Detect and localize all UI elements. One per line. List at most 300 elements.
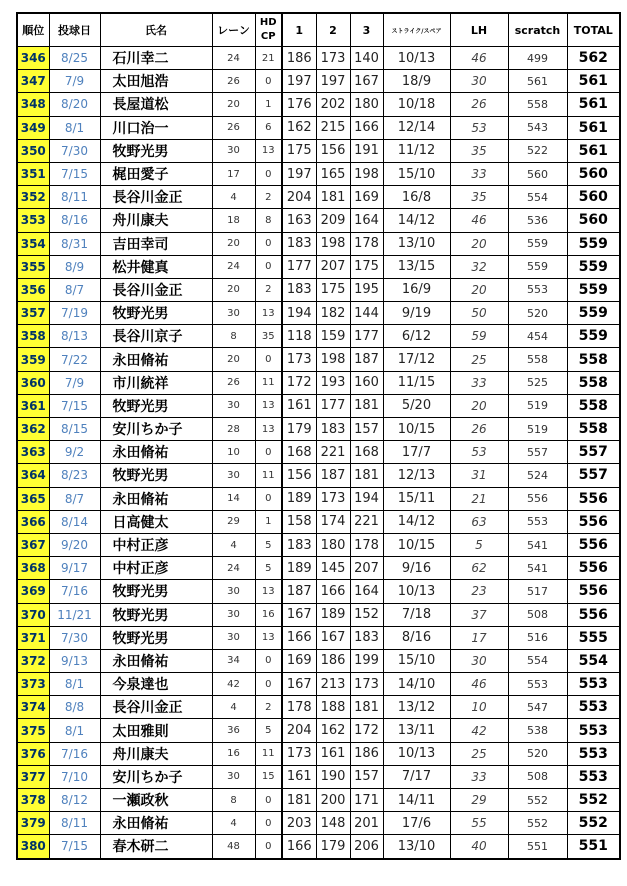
- row-game-1: 166: [282, 626, 316, 649]
- table-row: [17, 533, 620, 556]
- row-game-2: 166: [316, 580, 350, 603]
- row-hdcp: 15: [255, 765, 282, 788]
- row-game-2: 156: [316, 139, 350, 162]
- row-game-1: 183: [282, 533, 316, 556]
- row-scratch: 508: [508, 603, 567, 626]
- row-lane: 30: [212, 580, 255, 603]
- row-hdcp: 11: [255, 464, 282, 487]
- row-hdcp: 1: [255, 93, 282, 116]
- row-rank: 379: [17, 812, 49, 835]
- row-hdcp: 0: [255, 255, 282, 278]
- row-lane: 36: [212, 719, 255, 742]
- row-strike-spare: 17/6: [383, 812, 450, 835]
- row-strike-spare: 15/10: [383, 649, 450, 672]
- row-date: 8/14: [49, 510, 100, 533]
- row-hdcp: 0: [255, 835, 282, 859]
- row-total: 556: [567, 557, 620, 580]
- row-strike-spare: 11/15: [383, 371, 450, 394]
- row-strike-spare: 13/12: [383, 696, 450, 719]
- row-game-2: 173: [316, 47, 350, 70]
- row-rank: 353: [17, 209, 49, 232]
- row-game-3: 206: [350, 835, 383, 859]
- row-rank: 363: [17, 441, 49, 464]
- row-rank: 346: [17, 47, 49, 70]
- row-name: 市川統祥: [100, 371, 212, 394]
- row-name: 牧野光男: [100, 603, 212, 626]
- row-rank: 370: [17, 603, 49, 626]
- row-game-3: 221: [350, 510, 383, 533]
- row-lane: 30: [212, 139, 255, 162]
- row-lh: 21: [450, 487, 508, 510]
- row-strike-spare: 15/11: [383, 487, 450, 510]
- row-name: 牧野光男: [100, 302, 212, 325]
- row-game-2: 202: [316, 93, 350, 116]
- row-date: 9/13: [49, 649, 100, 672]
- row-scratch: 547: [508, 696, 567, 719]
- header-date: 投球日: [49, 13, 100, 47]
- row-lane: 8: [212, 325, 255, 348]
- row-game-2: 162: [316, 719, 350, 742]
- row-strike-spare: 15/10: [383, 162, 450, 185]
- row-hdcp: 0: [255, 487, 282, 510]
- row-scratch: 551: [508, 835, 567, 859]
- row-strike-spare: 5/20: [383, 394, 450, 417]
- row-game-3: 178: [350, 533, 383, 556]
- row-game-1: 156: [282, 464, 316, 487]
- row-game-1: 161: [282, 394, 316, 417]
- row-scratch: 554: [508, 186, 567, 209]
- row-lh: 30: [450, 649, 508, 672]
- row-game-1: 204: [282, 719, 316, 742]
- row-game-2: 215: [316, 116, 350, 139]
- row-lane: 20: [212, 348, 255, 371]
- row-strike-spare: 13/10: [383, 835, 450, 859]
- table-body: [17, 47, 620, 859]
- row-lane: 17: [212, 162, 255, 185]
- row-hdcp: 13: [255, 418, 282, 441]
- row-name: 長谷川金正: [100, 696, 212, 719]
- row-hdcp: 11: [255, 371, 282, 394]
- row-hdcp: 5: [255, 719, 282, 742]
- row-game-2: 189: [316, 603, 350, 626]
- row-game-1: 183: [282, 232, 316, 255]
- row-lane: 20: [212, 93, 255, 116]
- row-total: 558: [567, 371, 620, 394]
- row-name: 牧野光男: [100, 464, 212, 487]
- row-game-2: 145: [316, 557, 350, 580]
- row-game-1: 175: [282, 139, 316, 162]
- row-total: 560: [567, 162, 620, 185]
- row-lh: 29: [450, 789, 508, 812]
- row-lane: 26: [212, 371, 255, 394]
- row-hdcp: 0: [255, 232, 282, 255]
- row-lh: 26: [450, 418, 508, 441]
- row-name: 松井健真: [100, 255, 212, 278]
- row-game-3: 181: [350, 394, 383, 417]
- row-name: 中村正彦: [100, 533, 212, 556]
- row-game-3: 183: [350, 626, 383, 649]
- row-total: 562: [567, 47, 620, 70]
- header-scratch: scratch: [508, 13, 567, 47]
- row-total: 553: [567, 742, 620, 765]
- row-hdcp: 0: [255, 348, 282, 371]
- row-strike-spare: 8/16: [383, 626, 450, 649]
- row-game-2: 198: [316, 348, 350, 371]
- row-name: 梶田愛子: [100, 162, 212, 185]
- row-game-2: 197: [316, 70, 350, 93]
- row-lane: 26: [212, 70, 255, 93]
- row-game-2: 207: [316, 255, 350, 278]
- row-scratch: 508: [508, 765, 567, 788]
- row-game-3: 178: [350, 232, 383, 255]
- row-game-3: 195: [350, 278, 383, 301]
- row-name: 舟川康夫: [100, 209, 212, 232]
- row-rank: 376: [17, 742, 49, 765]
- row-hdcp: 0: [255, 162, 282, 185]
- row-game-1: 158: [282, 510, 316, 533]
- row-lh: 35: [450, 139, 508, 162]
- row-date: 8/15: [49, 418, 100, 441]
- row-lh: 37: [450, 603, 508, 626]
- row-total: 559: [567, 302, 620, 325]
- row-game-2: 173: [316, 487, 350, 510]
- row-total: 559: [567, 325, 620, 348]
- row-date: 7/16: [49, 580, 100, 603]
- row-game-2: 186: [316, 649, 350, 672]
- row-total: 553: [567, 673, 620, 696]
- row-game-2: 167: [316, 626, 350, 649]
- table-row: [17, 626, 620, 649]
- row-lane: 4: [212, 186, 255, 209]
- row-rank: 356: [17, 278, 49, 301]
- row-lane: 4: [212, 696, 255, 719]
- row-scratch: 553: [508, 510, 567, 533]
- row-strike-spare: 14/11: [383, 789, 450, 812]
- row-name: 今泉達也: [100, 673, 212, 696]
- row-game-1: 178: [282, 696, 316, 719]
- row-hdcp: 0: [255, 70, 282, 93]
- row-hdcp: 0: [255, 649, 282, 672]
- row-lh: 23: [450, 580, 508, 603]
- table-row: [17, 812, 620, 835]
- table-row: [17, 371, 620, 394]
- row-game-3: 167: [350, 70, 383, 93]
- row-scratch: 516: [508, 626, 567, 649]
- row-game-3: 172: [350, 719, 383, 742]
- row-total: 556: [567, 533, 620, 556]
- row-strike-spare: 12/13: [383, 464, 450, 487]
- row-scratch: 525: [508, 371, 567, 394]
- table-row: [17, 186, 620, 209]
- row-lane: 24: [212, 255, 255, 278]
- row-lh: 55: [450, 812, 508, 835]
- row-strike-spare: 9/16: [383, 557, 450, 580]
- row-game-1: 177: [282, 255, 316, 278]
- header-strike-spare: ストライク/スペア: [383, 13, 450, 47]
- row-rank: 372: [17, 649, 49, 672]
- table-header: [17, 13, 620, 47]
- row-name: 永田脩祐: [100, 348, 212, 371]
- row-name: 長谷川金正: [100, 186, 212, 209]
- row-total: 555: [567, 626, 620, 649]
- row-strike-spare: 14/12: [383, 209, 450, 232]
- row-lh: 46: [450, 47, 508, 70]
- row-lh: 26: [450, 93, 508, 116]
- header-game-3: 3: [350, 13, 383, 47]
- row-scratch: 522: [508, 139, 567, 162]
- row-lane: 8: [212, 789, 255, 812]
- row-game-3: 181: [350, 696, 383, 719]
- row-game-2: 148: [316, 812, 350, 835]
- row-scratch: 543: [508, 116, 567, 139]
- row-lane: 29: [212, 510, 255, 533]
- row-game-2: 193: [316, 371, 350, 394]
- row-hdcp: 2: [255, 278, 282, 301]
- row-game-1: 169: [282, 649, 316, 672]
- row-game-3: 166: [350, 116, 383, 139]
- row-scratch: 541: [508, 533, 567, 556]
- row-strike-spare: 13/10: [383, 232, 450, 255]
- row-lane: 24: [212, 47, 255, 70]
- row-strike-spare: 10/15: [383, 418, 450, 441]
- row-game-2: 165: [316, 162, 350, 185]
- header-hdcp: HD CP: [255, 13, 282, 47]
- row-rank: 367: [17, 533, 49, 556]
- table-row: [17, 232, 620, 255]
- row-rank: 380: [17, 835, 49, 859]
- row-scratch: 499: [508, 47, 567, 70]
- row-hdcp: 5: [255, 533, 282, 556]
- row-game-2: 161: [316, 742, 350, 765]
- row-date: 8/12: [49, 789, 100, 812]
- row-game-1: 183: [282, 278, 316, 301]
- row-scratch: 552: [508, 789, 567, 812]
- row-strike-spare: 16/8: [383, 186, 450, 209]
- row-hdcp: 6: [255, 116, 282, 139]
- row-game-1: 204: [282, 186, 316, 209]
- row-total: 556: [567, 603, 620, 626]
- row-rank: 368: [17, 557, 49, 580]
- row-date: 8/25: [49, 47, 100, 70]
- row-lh: 20: [450, 232, 508, 255]
- table-row: [17, 696, 620, 719]
- row-hdcp: 13: [255, 139, 282, 162]
- row-total: 553: [567, 696, 620, 719]
- row-game-1: 161: [282, 765, 316, 788]
- row-game-3: 173: [350, 673, 383, 696]
- row-scratch: 538: [508, 719, 567, 742]
- row-hdcp: 2: [255, 696, 282, 719]
- row-total: 558: [567, 394, 620, 417]
- row-game-2: 209: [316, 209, 350, 232]
- row-total: 556: [567, 580, 620, 603]
- row-game-1: 173: [282, 348, 316, 371]
- row-total: 560: [567, 209, 620, 232]
- row-rank: 354: [17, 232, 49, 255]
- row-name: 長谷川京子: [100, 325, 212, 348]
- row-name: 石川幸二: [100, 47, 212, 70]
- header-lh: LH: [450, 13, 508, 47]
- row-game-3: 181: [350, 464, 383, 487]
- table-row: [17, 325, 620, 348]
- table-row: [17, 765, 620, 788]
- row-lane: 24: [212, 557, 255, 580]
- table-row: [17, 209, 620, 232]
- row-game-1: 179: [282, 418, 316, 441]
- row-game-3: 207: [350, 557, 383, 580]
- row-scratch: 454: [508, 325, 567, 348]
- row-game-2: 221: [316, 441, 350, 464]
- row-lane: 28: [212, 418, 255, 441]
- row-total: 561: [567, 116, 620, 139]
- row-name: 安川ちか子: [100, 765, 212, 788]
- table-row: [17, 278, 620, 301]
- row-lane: 30: [212, 626, 255, 649]
- row-hdcp: 35: [255, 325, 282, 348]
- row-lane: 4: [212, 812, 255, 835]
- row-lane: 30: [212, 302, 255, 325]
- table-row: [17, 70, 620, 93]
- header-name: 氏名: [100, 13, 212, 47]
- row-date: 7/15: [49, 162, 100, 185]
- row-lane: 42: [212, 673, 255, 696]
- row-strike-spare: 10/13: [383, 580, 450, 603]
- row-total: 557: [567, 464, 620, 487]
- row-hdcp: 5: [255, 557, 282, 580]
- row-rank: 375: [17, 719, 49, 742]
- ranking-table: [16, 12, 621, 860]
- row-date: 8/23: [49, 464, 100, 487]
- row-date: 8/1: [49, 116, 100, 139]
- row-hdcp: 13: [255, 302, 282, 325]
- row-scratch: 524: [508, 464, 567, 487]
- row-game-3: 180: [350, 93, 383, 116]
- table-row: [17, 510, 620, 533]
- row-scratch: 553: [508, 673, 567, 696]
- row-hdcp: 13: [255, 580, 282, 603]
- table-row: [17, 487, 620, 510]
- row-rank: 371: [17, 626, 49, 649]
- row-name: 永田脩祐: [100, 487, 212, 510]
- row-hdcp: 11: [255, 742, 282, 765]
- row-name: 一瀬政秋: [100, 789, 212, 812]
- row-game-1: 118: [282, 325, 316, 348]
- row-game-1: 186: [282, 47, 316, 70]
- row-date: 7/10: [49, 765, 100, 788]
- row-lane: 20: [212, 232, 255, 255]
- row-scratch: 541: [508, 557, 567, 580]
- table-row: [17, 116, 620, 139]
- table-row: [17, 603, 620, 626]
- row-hdcp: 16: [255, 603, 282, 626]
- row-total: 552: [567, 789, 620, 812]
- row-total: 552: [567, 812, 620, 835]
- row-strike-spare: 13/11: [383, 719, 450, 742]
- row-date: 9/17: [49, 557, 100, 580]
- row-strike-spare: 14/12: [383, 510, 450, 533]
- row-name: 牧野光男: [100, 394, 212, 417]
- row-game-2: 159: [316, 325, 350, 348]
- row-game-3: 194: [350, 487, 383, 510]
- row-date: 8/13: [49, 325, 100, 348]
- row-lane: 34: [212, 649, 255, 672]
- row-game-1: 197: [282, 162, 316, 185]
- row-date: 8/16: [49, 209, 100, 232]
- row-strike-spare: 17/7: [383, 441, 450, 464]
- row-lane: 14: [212, 487, 255, 510]
- row-name: 永田脩祐: [100, 812, 212, 835]
- row-game-1: 197: [282, 70, 316, 93]
- row-name: 牧野光男: [100, 626, 212, 649]
- row-scratch: 519: [508, 418, 567, 441]
- row-lh: 33: [450, 371, 508, 394]
- row-lh: 53: [450, 441, 508, 464]
- row-rank: 347: [17, 70, 49, 93]
- row-date: 8/8: [49, 696, 100, 719]
- row-lh: 53: [450, 116, 508, 139]
- row-scratch: 557: [508, 441, 567, 464]
- row-date: 7/15: [49, 394, 100, 417]
- row-game-3: 144: [350, 302, 383, 325]
- row-lh: 40: [450, 835, 508, 859]
- row-date: 8/20: [49, 93, 100, 116]
- row-lh: 25: [450, 742, 508, 765]
- row-lane: 30: [212, 464, 255, 487]
- row-scratch: 520: [508, 742, 567, 765]
- row-game-2: 180: [316, 533, 350, 556]
- row-total: 556: [567, 510, 620, 533]
- row-lh: 62: [450, 557, 508, 580]
- row-rank: 351: [17, 162, 49, 185]
- row-lh: 46: [450, 673, 508, 696]
- table-row: [17, 580, 620, 603]
- row-lane: 4: [212, 533, 255, 556]
- row-game-2: 182: [316, 302, 350, 325]
- row-scratch: 558: [508, 93, 567, 116]
- header-game-1: 1: [282, 13, 316, 47]
- row-name: 永田脩祐: [100, 441, 212, 464]
- row-strike-spare: 11/12: [383, 139, 450, 162]
- row-game-2: 188: [316, 696, 350, 719]
- row-lh: 32: [450, 255, 508, 278]
- row-name: 春木研二: [100, 835, 212, 859]
- row-game-3: 140: [350, 47, 383, 70]
- row-lh: 25: [450, 348, 508, 371]
- row-total: 554: [567, 649, 620, 672]
- row-hdcp: 1: [255, 510, 282, 533]
- row-strike-spare: 18/9: [383, 70, 450, 93]
- row-game-2: 200: [316, 789, 350, 812]
- row-game-3: 168: [350, 441, 383, 464]
- row-rank: 361: [17, 394, 49, 417]
- row-scratch: 560: [508, 162, 567, 185]
- row-lane: 26: [212, 116, 255, 139]
- row-date: 7/15: [49, 835, 100, 859]
- row-game-3: 191: [350, 139, 383, 162]
- row-game-3: 157: [350, 418, 383, 441]
- row-game-3: 175: [350, 255, 383, 278]
- row-total: 559: [567, 255, 620, 278]
- row-strike-spare: 6/12: [383, 325, 450, 348]
- row-game-1: 166: [282, 835, 316, 859]
- row-game-2: 177: [316, 394, 350, 417]
- row-date: 7/22: [49, 348, 100, 371]
- row-rank: 364: [17, 464, 49, 487]
- row-game-1: 203: [282, 812, 316, 835]
- table-row: [17, 139, 620, 162]
- row-game-1: 189: [282, 557, 316, 580]
- row-date: 8/7: [49, 278, 100, 301]
